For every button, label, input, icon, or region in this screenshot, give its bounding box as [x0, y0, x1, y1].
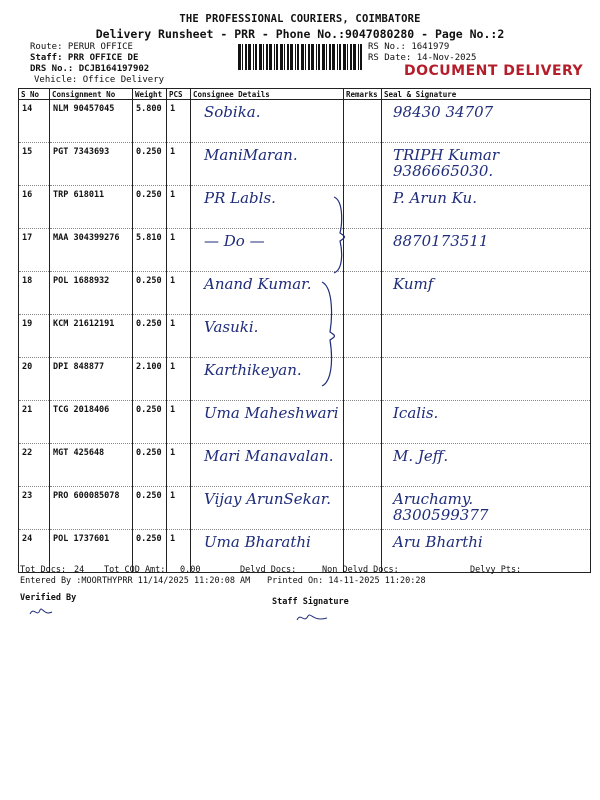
weight-text: 5.810: [136, 233, 162, 243]
row-sno: [19, 487, 50, 530]
row-sno: [19, 100, 50, 143]
row-sno-text: 17: [22, 233, 33, 243]
seal-signature-text: TRIPH Kumar 9386665030.: [393, 146, 500, 180]
pcs: [167, 487, 191, 530]
consignment-no: [50, 100, 133, 143]
table-header-row: [19, 89, 591, 100]
pcs: [167, 444, 191, 487]
seal-signature: [382, 401, 591, 444]
pcs-text: 1: [170, 104, 176, 114]
row-sno: [19, 444, 50, 487]
rs-number: RS No.: 1641979: [368, 42, 450, 52]
weight-text: 0.250: [136, 405, 162, 415]
consignment-no-text: KCM 21612191: [53, 319, 115, 329]
barcode-image: [238, 44, 364, 70]
runsheet-table: [18, 88, 591, 573]
col-consignment-header: Consignment No: [50, 89, 133, 100]
company-title: THE PROFESSIONAL COURIERS, COIMBATORE: [179, 13, 421, 25]
row-sno: [19, 315, 50, 358]
weight: [133, 487, 167, 530]
row-sno-text: 19: [22, 319, 33, 329]
table-row: [19, 444, 591, 487]
remarks: [344, 315, 382, 358]
col-remarks-header: Remarks: [344, 89, 382, 100]
table-row: [19, 487, 591, 530]
row-sno-text: 23: [22, 491, 33, 501]
weight: [133, 186, 167, 229]
pcs-text: 1: [170, 147, 176, 157]
seal-signature: [382, 143, 591, 186]
seal-signature-text: 8870173511: [393, 232, 489, 250]
weight: [133, 272, 167, 315]
weight: [133, 143, 167, 186]
table-row: [19, 315, 591, 358]
consignee-details: [191, 143, 344, 186]
vehicle-label: Vehicle: Office Delivery: [34, 75, 165, 85]
seal-signature-text: 98430 34707: [393, 103, 494, 121]
table-row: [19, 401, 591, 444]
pcs-text: 1: [170, 405, 176, 415]
pcs: [167, 229, 191, 272]
consignment-no: [50, 401, 133, 444]
table-row: [19, 272, 591, 315]
consignment-no: [50, 272, 133, 315]
seal-signature: [382, 186, 591, 229]
consignee-details: [191, 401, 344, 444]
consignment-no: [50, 229, 133, 272]
tot-cod-value: 0.00: [180, 565, 201, 575]
seal-signature: [382, 229, 591, 272]
table-row: [19, 358, 591, 401]
consignee-details-text: Uma Maheshwari: [204, 404, 339, 422]
brace-rows-18-20: [318, 280, 340, 390]
remarks: [344, 444, 382, 487]
pcs: [167, 143, 191, 186]
pcs-text: 1: [170, 276, 176, 286]
row-sno-text: 15: [22, 147, 33, 157]
remarks: [344, 401, 382, 444]
weight-text: 0.250: [136, 276, 162, 286]
entered-by: Entered By :MOORTHYPRR 11/14/2025 11:20:08 AM: [20, 576, 251, 586]
consignment-no: [50, 315, 133, 358]
consignment-no-text: MAA 304399276: [53, 233, 120, 243]
consignment-no: [50, 487, 133, 530]
consignment-no-text: NLM 90457045: [53, 104, 115, 114]
pcs: [167, 358, 191, 401]
consignee-details: [191, 487, 344, 530]
row-sno: [19, 229, 50, 272]
consignment-no-text: PGT 7343693: [53, 147, 110, 157]
verified-by-label: Verified By: [20, 593, 77, 603]
weight-text: 0.250: [136, 491, 162, 501]
consignee-details-text: — Do —: [204, 232, 265, 250]
weight: [133, 444, 167, 487]
table-row: [19, 143, 591, 186]
row-sno: [19, 186, 50, 229]
consignee-details: [191, 229, 344, 272]
seal-signature-text: Kumf: [393, 275, 434, 293]
tot-docs-value: 24: [74, 565, 85, 575]
drs-number: DRS No.: DCJB164197902: [30, 64, 150, 74]
consignment-no: [50, 358, 133, 401]
weight-text: 0.250: [136, 190, 162, 200]
col-consignee-header: Consignee Details: [191, 89, 344, 100]
row-sno: [19, 143, 50, 186]
seal-signature: [382, 100, 591, 143]
remarks: [344, 358, 382, 401]
verifier-signature-mark: [28, 604, 54, 618]
weight-text: 0.250: [136, 448, 162, 458]
weight-text: 2.100: [136, 362, 162, 372]
consignee-details: [191, 444, 344, 487]
weight-text: 0.250: [136, 319, 162, 329]
row-sno: [19, 358, 50, 401]
consignee-details-text: Vijay ArunSekar.: [204, 490, 332, 508]
remarks: [344, 100, 382, 143]
weight: [133, 358, 167, 401]
consignment-no: [50, 143, 133, 186]
seal-signature-text: Aruchamy. 8300599377: [393, 490, 489, 524]
consignee-details-text: Anand Kumar.: [204, 275, 312, 293]
pcs-text: 1: [170, 534, 176, 544]
consignee-details-text: ManiMaran.: [204, 146, 298, 164]
consignment-no-text: TRP 618011: [53, 190, 105, 200]
row-sno-text: 24: [22, 534, 33, 544]
remarks: [344, 487, 382, 530]
consignee-details-text: Vasuki.: [204, 318, 259, 336]
seal-signature: [382, 444, 591, 487]
row-sno-text: 22: [22, 448, 33, 458]
seal-signature: [382, 315, 591, 358]
seal-signature-text: Aru Bharthi: [393, 533, 483, 551]
weight: [133, 315, 167, 358]
consignee-details-text: Uma Bharathi: [204, 533, 311, 551]
pcs-text: 1: [170, 319, 176, 329]
col-seal-header: Seal & Signature: [382, 89, 591, 100]
consignment-no: [50, 444, 133, 487]
remarks: [344, 272, 382, 315]
consignment-no-text: DPI 848877: [53, 362, 105, 372]
row-sno-text: 14: [22, 104, 33, 114]
rs-date: RS Date: 14-Nov-2025: [368, 53, 477, 63]
consignment-no: [50, 186, 133, 229]
consignment-no-text: MGT 425648: [53, 448, 105, 458]
row-sno-text: 20: [22, 362, 33, 372]
pcs: [167, 315, 191, 358]
consignee-details: [191, 186, 344, 229]
consignee-details: [191, 100, 344, 143]
pcs: [167, 272, 191, 315]
weight: [133, 229, 167, 272]
pcs: [167, 100, 191, 143]
pcs-text: 1: [170, 233, 176, 243]
seal-signature-text: P. Arun Ku.: [393, 189, 477, 207]
consignment-no-text: POL 1688932: [53, 276, 110, 286]
staff-label: Staff: PRR OFFICE DE: [30, 53, 139, 63]
row-sno-text: 16: [22, 190, 33, 200]
staff-signature-label: Staff Signature: [272, 597, 349, 607]
row-sno-text: 21: [22, 405, 33, 415]
table-row: [19, 186, 591, 229]
pcs-text: 1: [170, 448, 176, 458]
consignment-no-text: PRO 600085078: [53, 491, 120, 501]
consignee-details-text: Karthikeyan.: [204, 361, 302, 379]
non-delvd-docs-label: Non Delvd Docs:: [322, 565, 399, 575]
seal-signature: [382, 358, 591, 401]
route-label: Route: PERUR OFFICE: [30, 42, 133, 52]
consignment-no-text: TCG 2018406: [53, 405, 110, 415]
weight: [133, 401, 167, 444]
seal-signature-text: M. Jeff.: [393, 447, 449, 465]
tot-docs-label: Tot Docs:: [20, 565, 67, 575]
document-delivery-stamp: DOCUMENT DELIVERY: [404, 63, 584, 79]
pcs-text: 1: [170, 362, 176, 372]
weight-text: 5.800: [136, 104, 162, 114]
table-row: [19, 229, 591, 272]
pcs-text: 1: [170, 491, 176, 501]
consignee-details-text: Mari Manavalan.: [204, 447, 334, 465]
table-row: [19, 100, 591, 143]
weight: [133, 100, 167, 143]
pcs-text: 1: [170, 190, 176, 200]
brace-rows-16-17: [330, 195, 350, 275]
seal-signature: [382, 272, 591, 315]
row-sno: [19, 401, 50, 444]
col-pcs-header: PCS: [167, 89, 191, 100]
table-body: [19, 100, 591, 573]
col-weight-header: Weight: [133, 89, 167, 100]
row-sno-text: 18: [22, 276, 33, 286]
consignee-details-text: PR Labls.: [204, 189, 276, 207]
consignee-details-text: Sobika.: [204, 103, 261, 121]
tot-cod-label: Tot COD Amt:: [104, 565, 166, 575]
runsheet-title: Delivery Runsheet - PRR - Phone No.:9047080280 - Page No.:2: [95, 27, 505, 41]
weight-text: 0.250: [136, 534, 162, 544]
pcs: [167, 186, 191, 229]
pcs: [167, 401, 191, 444]
consignment-no-text: POL 1737601: [53, 534, 110, 544]
staff-signature-mark: [295, 610, 329, 624]
remarks: [344, 143, 382, 186]
weight-text: 0.250: [136, 147, 162, 157]
delvy-pts-label: Delvy Pts:: [470, 565, 522, 575]
printed-on: Printed On: 14-11-2025 11:20:28: [267, 576, 426, 586]
seal-signature-text: Icalis.: [393, 404, 439, 422]
seal-signature: [382, 487, 591, 530]
col-sno-header: S No: [19, 89, 50, 100]
row-sno: [19, 272, 50, 315]
delvd-docs-label: Delvd Docs:: [240, 565, 297, 575]
